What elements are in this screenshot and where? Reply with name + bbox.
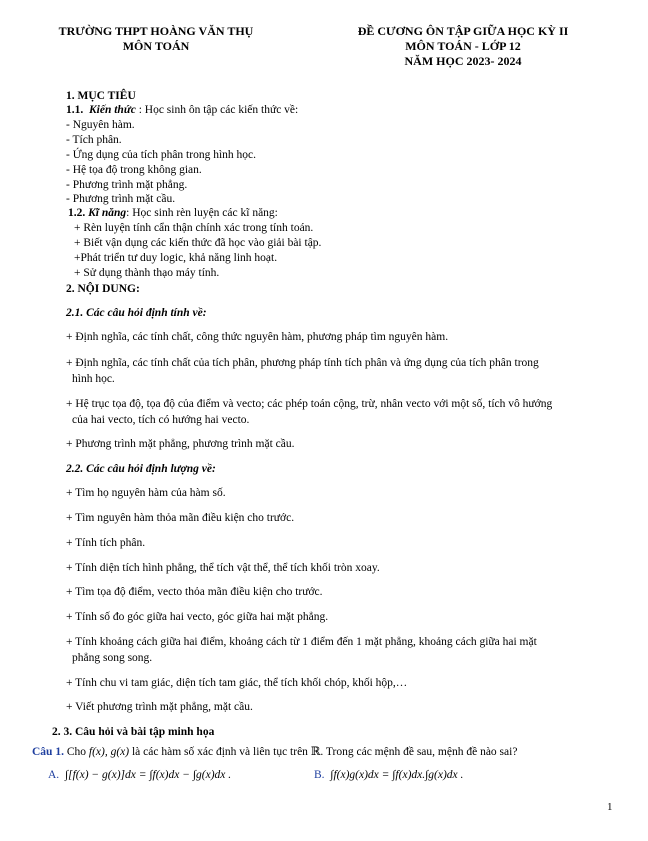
skills-item: +Phát triển tư duy logic, khả năng linh hoạt. (74, 252, 278, 264)
quantitative-item: + Tìm tọa độ điểm, vecto thỏa mãn điều kiện cho trước. (66, 586, 323, 598)
quantitative-item: + Tìm nguyên hàm thỏa mãn điều kiện cho trước. (66, 512, 295, 524)
qualitative-item-continued: của hai vecto, tích có hướng hai vecto. (72, 414, 250, 426)
option-a-formula: ∫[f(x) − g(x)]dx = ∫f(x)dx − ∫g(x)dx . (64, 769, 232, 781)
section-heading-content: 2. NỘI DUNG: (66, 283, 140, 295)
option-a-label: A. (48, 769, 60, 781)
quantitative-item: + Tính khoảng cách giữa hai điểm, khoảng cách từ 1 điểm đến 1 mặt phẳng, khoảng cách giữa hai mặt (66, 636, 537, 648)
quantitative-item: + Tính chu vi tam giác, diện tích tam giác, thể tích khối chóp, khối hộp,… (66, 677, 408, 689)
document-title: ĐỀ CƯƠNG ÔN TẬP GIỮA HỌC KỲ II (357, 24, 569, 38)
quantitative-item-continued: phẳng song song. (72, 652, 153, 664)
knowledge-label: Kiến thức (89, 104, 136, 116)
examples-heading: 2. 3. Câu hỏi và bài tập minh họa (52, 726, 215, 738)
subject-right: MÔN TOÁN - LỚP 12 (405, 39, 521, 53)
qualitative-item: + Định nghĩa, các tính chất, công thức nguyên hàm, phương pháp tìm nguyên hàm. (66, 331, 449, 343)
qualitative-item: + Hệ trục tọa độ, tọa độ của điểm và vecto; các phép toán cộng, trừ, nhân vecto với một số, tích vô hướng (66, 398, 553, 410)
school-name: TRƯỜNG THPT HOÀNG VĂN THỤ (58, 24, 254, 38)
question-1 (32, 744, 517, 758)
section-heading-objectives: 1. MỤC TIÊU (66, 90, 136, 102)
knowledge-line (66, 104, 298, 116)
skills-item: + Sử dụng thành thạo máy tính. (74, 267, 220, 279)
knowledge-item: - Phương trình mặt phẳng. (66, 179, 188, 191)
skills-line (68, 207, 278, 219)
quantitative-heading: 2.2. Các câu hỏi định lượng về: (66, 463, 216, 475)
option-a (48, 769, 231, 781)
knowledge-number: 1.1. (66, 104, 84, 116)
skills-label: Kĩ năng (88, 207, 127, 219)
question-label: Câu 1. (32, 746, 64, 758)
option-b-label: B. (314, 769, 325, 781)
knowledge-item: - Hệ tọa độ trong không gian. (66, 164, 202, 176)
school-year: NĂM HỌC 2023- 2024 (404, 54, 522, 68)
knowledge-text: : Học sinh ôn tập các kiến thức về: (135, 104, 299, 116)
question-mid: là các hàm số xác định và liên tục trên (129, 746, 311, 758)
option-b-formula: ∫f(x)g(x)dx = ∫f(x)dx.∫g(x)dx . (330, 769, 464, 781)
skills-text: : Học sinh rèn luyện các kĩ năng: (126, 207, 278, 219)
knowledge-item: - Phương trình mặt cầu. (66, 193, 176, 205)
question-post: . Trong các mệnh đề sau, mệnh đề nào sai? (320, 746, 518, 758)
knowledge-item: - Nguyên hàm. (66, 119, 135, 131)
skills-item: + Biết vận dụng các kiến thức đã học vào giải bài tập. (74, 237, 322, 249)
skills-number: 1.2. (68, 207, 86, 219)
qualitative-heading: 2.1. Các câu hỏi định tính về: (66, 307, 207, 319)
skills-item: + Rèn luyện tính cẩn thận chính xác trong tính toán. (74, 222, 314, 234)
quantitative-item: + Tính tích phân. (66, 537, 146, 549)
real-set-symbol: ℝ (310, 746, 321, 758)
qualitative-item: + Phương trình mặt phẳng, phương trình mặt cầu. (66, 438, 295, 450)
page-number: 1 (607, 801, 613, 813)
quantitative-item: + Viết phương trình mặt phẳng, mặt cầu. (66, 701, 253, 713)
qualitative-item: + Định nghĩa, các tính chất của tích phân, phương pháp tính tích phân và ứng dụng của tích phân trong (66, 357, 539, 369)
qualitative-item-continued: hình học. (72, 373, 115, 385)
quantitative-item: + Tìm họ nguyên hàm của hàm số. (66, 487, 226, 499)
quantitative-item: + Tính diện tích hình phẳng, thể tích vật thể, thể tích khối tròn xoay. (66, 562, 380, 574)
knowledge-item: - Tích phân. (66, 134, 122, 146)
question-pre: Cho (66, 746, 89, 758)
quantitative-item: + Tính số đo góc giữa hai vecto, góc giữa hai mặt phẳng. (66, 611, 329, 623)
subject-left: MÔN TOÁN (122, 39, 190, 53)
option-b (314, 769, 463, 781)
knowledge-item: - Ứng dụng của tích phân trong hình học. (66, 149, 257, 161)
question-functions: f(x), g(x) (88, 746, 130, 758)
